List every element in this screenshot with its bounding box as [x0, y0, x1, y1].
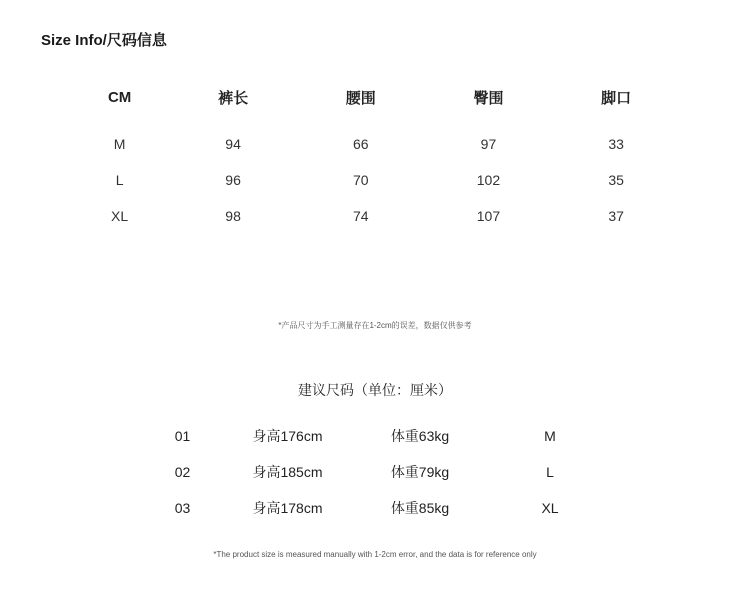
cell-index: 03 — [174, 500, 191, 516]
cell-waist: 66 — [352, 136, 369, 152]
size-table-header-row — [70, 82, 680, 112]
cell-height: 身高185cm — [252, 464, 323, 480]
cell-hem: 35 — [608, 172, 624, 188]
cell-hip: 102 — [476, 172, 501, 188]
cell-index: 01 — [174, 428, 191, 444]
cell-hem: 37 — [608, 208, 624, 224]
cell-size: L — [115, 172, 124, 188]
cell-weight: 体重79kg — [390, 464, 450, 480]
header-waist: 腰围 — [345, 89, 376, 107]
page-title: Size Info/尺码信息 — [41, 32, 167, 49]
note-english: *The product size is measured manually with 1-2cm error, and the data is for reference only — [213, 550, 537, 559]
cell-size: XL — [541, 500, 559, 516]
suggest-title: 建议尺码（单位：厘米） — [298, 382, 452, 398]
suggest-row-03 — [140, 490, 610, 526]
cell-index: 02 — [174, 464, 191, 480]
cell-length: 94 — [225, 136, 241, 152]
cell-size: L — [546, 464, 554, 480]
suggest-row-01 — [140, 418, 610, 454]
cell-weight: 体重85kg — [390, 500, 450, 516]
cell-length: 98 — [225, 208, 241, 224]
suggest-table — [140, 418, 610, 526]
note-chinese: *产品尺寸为手工测量存在1-2cm的误差，数据仅供参考 — [278, 321, 472, 330]
size-row-l — [70, 162, 680, 198]
cell-weight: 体重63kg — [390, 428, 450, 444]
header-hem: 脚口 — [601, 89, 632, 107]
cell-height: 身高178cm — [252, 500, 323, 516]
header-hip: 臀围 — [473, 89, 504, 107]
cell-size: M — [544, 428, 556, 444]
cell-length: 96 — [225, 172, 241, 188]
size-table — [70, 82, 680, 234]
size-row-xl — [70, 198, 680, 234]
cell-waist: 74 — [352, 208, 369, 224]
cell-height: 身高176cm — [252, 428, 323, 444]
cell-hem: 33 — [608, 136, 624, 152]
cell-size: M — [113, 136, 126, 152]
cell-hip: 97 — [480, 136, 497, 152]
header-length: 裤长 — [218, 89, 249, 107]
header-cm: CM — [107, 88, 132, 106]
suggest-row-02 — [140, 454, 610, 490]
cell-hip: 107 — [476, 208, 501, 224]
cell-waist: 70 — [352, 172, 369, 188]
cell-size: XL — [111, 208, 129, 224]
size-row-m — [70, 126, 680, 162]
